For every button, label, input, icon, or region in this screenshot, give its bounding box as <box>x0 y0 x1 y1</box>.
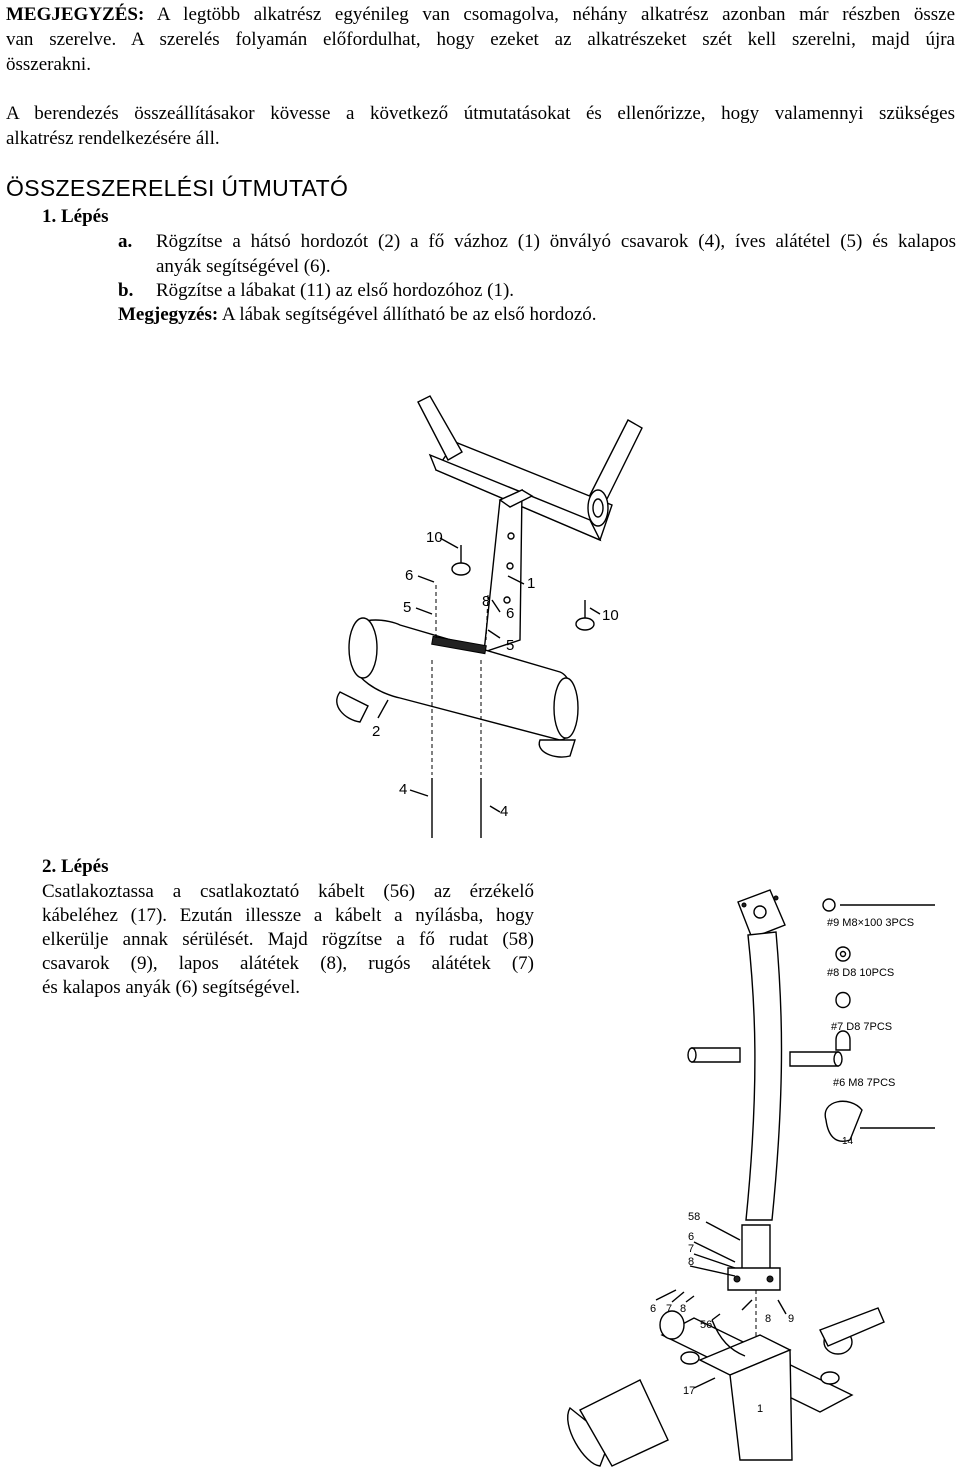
fig1-label-8: 8 <box>482 593 491 610</box>
callout-6a: 6 <box>688 1231 695 1243</box>
fig1-label-6b: 6 <box>506 605 515 622</box>
part-7-label: #7 D8 7PCS <box>831 1021 893 1033</box>
step2-title: 2. Lépés <box>42 856 109 877</box>
note-line-2: van szerelve. A szerelés folyamán előfordulhat, hogy ezeket az alkatrészeket szét kell szerelni, majd újra <box>6 29 955 50</box>
step1-title: 1. Lépés <box>42 206 109 227</box>
step1-note-label: Megjegyzés: <box>118 304 219 325</box>
callout-7b: 7 <box>666 1303 673 1315</box>
fig1-label-4a: 4 <box>399 781 408 798</box>
step1-a-line-2: anyák segítségével (6). <box>156 256 331 277</box>
callout-8b: 8 <box>680 1303 687 1315</box>
step1-note-text: A lábak segítségével állítható be az első hordozó. <box>221 304 597 325</box>
intro-line-1: A berendezés összeállításakor kövesse a következő útmutatásokat és ellenőrizze, hogy valamennyi szükséges <box>6 103 955 124</box>
callout-6b: 6 <box>650 1303 657 1315</box>
fig1-label-4b: 4 <box>500 803 509 820</box>
fig1-label-5a: 5 <box>403 599 412 616</box>
note-line-3: összerakni. <box>6 54 91 75</box>
step1-a-marker: a. <box>118 231 133 252</box>
intro-line-2: alkatrész rendelkezésére áll. <box>6 128 220 149</box>
callout-56: 56 <box>700 1319 713 1331</box>
part-9-label: #9 M8×100 3PCS <box>827 917 915 929</box>
step2-line-1: Csatlakoztassa a csatlakoztató kábelt (56) az érzékelő <box>42 881 534 902</box>
step2-line-3: elkerülje annak sérülését. Majd rögzítse a fő rudat (58) <box>42 929 534 950</box>
callout-8c: 8 <box>765 1313 772 1325</box>
step1-b-text: Rögzítse a lábakat (11) az első hordozóhoz (1). <box>156 280 515 301</box>
callout-9: 9 <box>788 1313 795 1325</box>
note-text-1: A legtöbb alkatrész egyénileg van csomagolva, néhány alkatrész azonban már részben össze <box>156 4 956 25</box>
callout-17: 17 <box>683 1385 696 1397</box>
top-bracket <box>738 890 785 938</box>
main-post <box>688 932 842 1220</box>
part-6-label: #6 M8 7PCS <box>833 1077 896 1089</box>
callout-7a: 7 <box>688 1243 695 1255</box>
note-label: MEGJEGYZÉS: <box>6 4 145 25</box>
base-frame <box>568 1308 884 1466</box>
callout-1: 1 <box>757 1403 764 1415</box>
section-title: ÖSSZESZERELÉSI ÚTMUTATÓ <box>6 175 349 201</box>
step1-a-line-1: Rögzítse a hátsó hordozót (2) a fő vázhoz (1) önvályó csavarok (4), íves alátétel (5) és kalapos <box>156 231 956 252</box>
fig1-label-10b: 10 <box>602 607 619 624</box>
fig1-label-10a: 10 <box>426 529 443 546</box>
step1-b-marker: b. <box>118 280 134 301</box>
fig1-label-5b: 5 <box>506 637 515 654</box>
step2-line-4: csavarok (9), lapos alátétek (8), rugós alátétek (7) <box>42 953 534 974</box>
fig1-label-1: 1 <box>527 575 536 592</box>
callout-58: 58 <box>688 1211 701 1223</box>
fig1-label-2: 2 <box>372 723 381 740</box>
part-14-label: 14 <box>842 1136 854 1147</box>
fig1-label-6a: 6 <box>405 567 414 584</box>
callout-8a: 8 <box>688 1256 695 1268</box>
step2-line-2: kábeléhez (17). Ezután illessze a kábelt a nyílásba, hogy <box>42 905 534 926</box>
part-8-label: #8 D8 10PCS <box>827 967 895 979</box>
step2-line-5: és kalapos anyák (6) segítségével. <box>42 977 300 998</box>
